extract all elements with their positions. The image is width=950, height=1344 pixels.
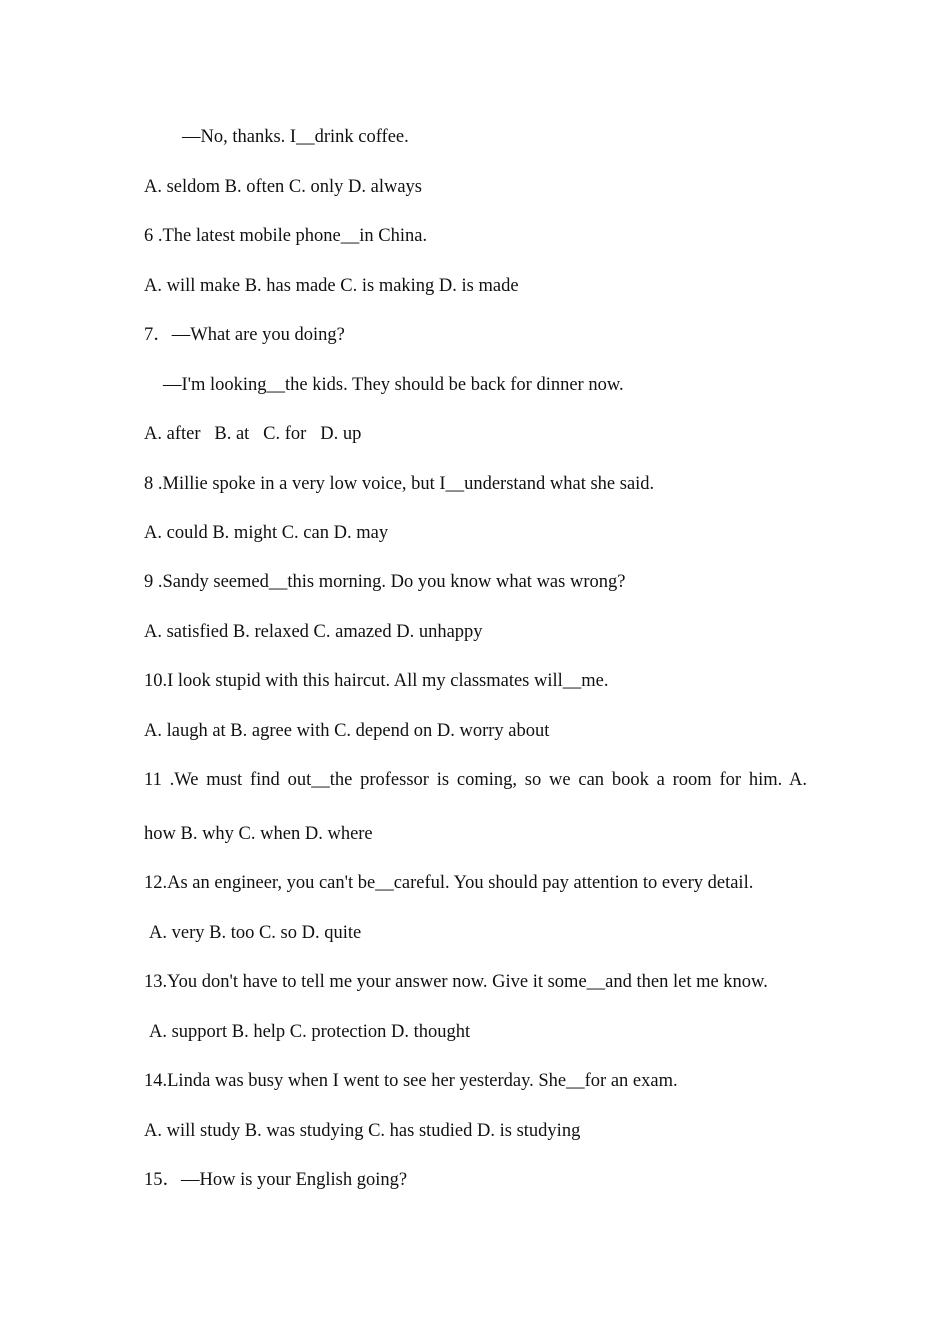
options-q6: A. will make B. has made C. is making D. is made bbox=[144, 276, 519, 296]
options-q9: A. satisfied B. relaxed C. amazed D. unhappy bbox=[144, 622, 483, 642]
question-9: 9 .Sandy seemed__this morning. Do you know what was wrong? bbox=[144, 572, 626, 592]
options-q5: A. seldom B. often C. only D. always bbox=[144, 177, 422, 197]
question-7: 7．—What are you doing? bbox=[144, 325, 345, 345]
options-q7: A. after B. at C. for D. up bbox=[144, 424, 362, 444]
dialogue-line-7-answer: —I'm looking__the kids. They should be back for dinner now. bbox=[163, 375, 624, 395]
question-13: 13.You don't have to tell me your answer now. Give it some__and then let me know. bbox=[144, 972, 768, 992]
options-q14: A. will study B. was studying C. has studied D. is studying bbox=[144, 1121, 581, 1141]
question-12: 12.As an engineer, you can't be__careful. You should pay attention to every detail. bbox=[144, 873, 754, 893]
options-q8: A. could B. might C. can D. may bbox=[144, 523, 389, 543]
question-11: 11 .We must find out__the professor is coming, so we can book a room for him. A. bbox=[144, 770, 807, 790]
options-q11: how B. why C. when D. where bbox=[144, 824, 373, 844]
question-10: 10.I look stupid with this haircut. All my classmates will__me. bbox=[144, 671, 609, 691]
options-q13: A. support B. help C. protection D. thought bbox=[149, 1022, 471, 1042]
question-8: 8 .Millie spoke in a very low voice, but I__understand what she said. bbox=[144, 474, 655, 494]
question-6: 6 .The latest mobile phone__in China. bbox=[144, 226, 428, 246]
question-14: 14.Linda was busy when I went to see her yesterday. She__for an exam. bbox=[144, 1071, 678, 1091]
dialogue-line-5-answer: —No, thanks. I__drink coffee. bbox=[182, 127, 409, 147]
options-q12: A. very B. too C. so D. quite bbox=[149, 923, 362, 943]
options-q10: A. laugh at B. agree with C. depend on D. worry about bbox=[144, 721, 550, 741]
question-15: 15．—How is your English going? bbox=[144, 1170, 408, 1190]
